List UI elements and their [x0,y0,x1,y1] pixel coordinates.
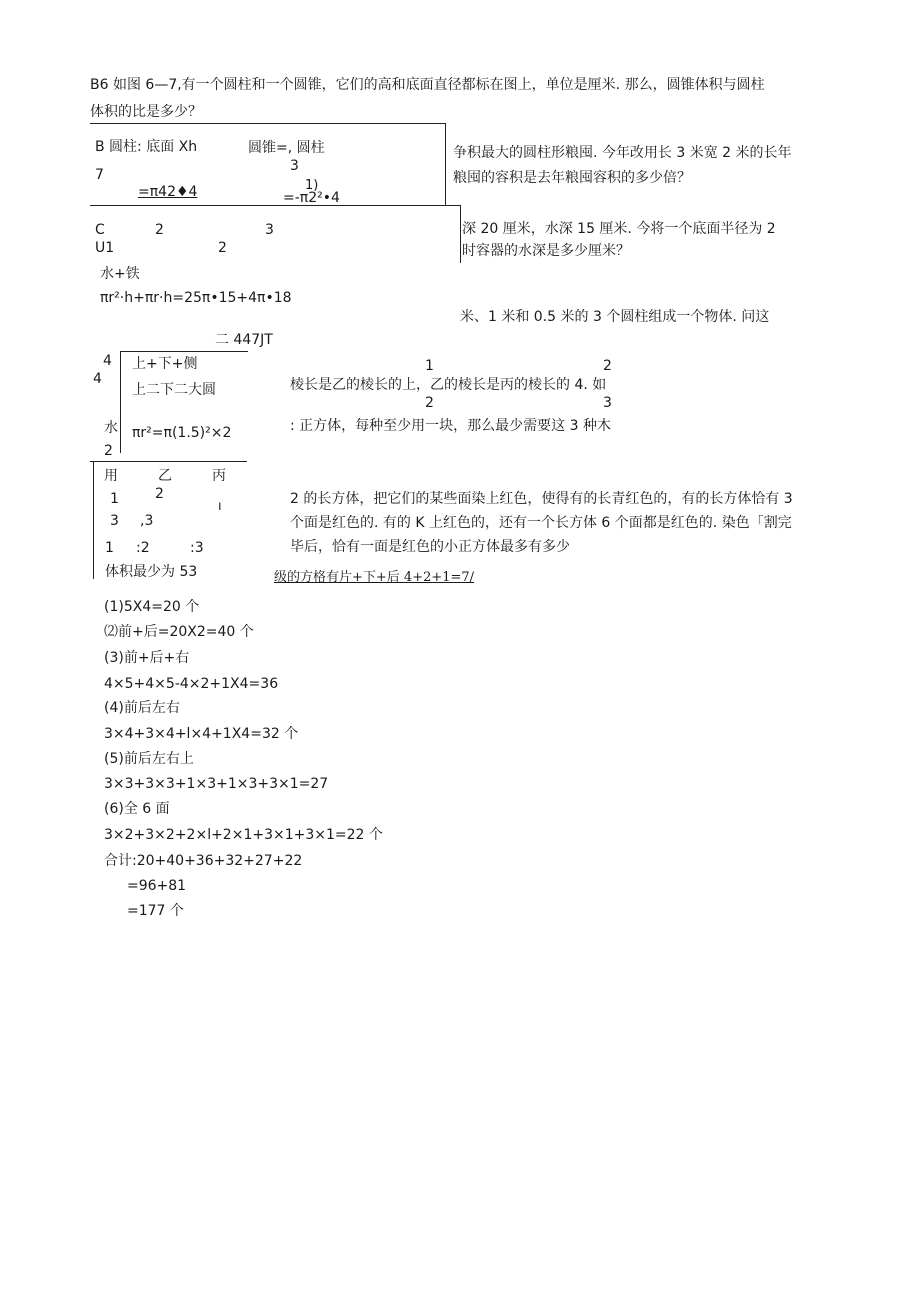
ratio-1: 1 [105,540,114,556]
cuboid-text-2: 个面是红色的. 有的 K 上红色的，还有一个长方体 6 个面都是红色的. 染色「割完 [290,515,792,531]
circle-area-formula: πr²=π(1.5)²×2 [132,425,232,441]
box3-left-border [120,351,121,453]
box4-left-border [93,461,94,579]
box3-water: 水 [104,420,118,436]
box1-seven: 7 [95,167,104,183]
right-text-3: 深 20 厘米，水深 15 厘米. 今将一个底面半径为 2 [462,221,776,237]
box2-two-a: 2 [155,222,164,238]
fraction-1-denominator: 2 [425,395,434,411]
box4-bing: 丙 [212,468,226,484]
right-text-5: 米、1 米和 0.5 米的 3 个圆柱组成一个物体. 问这 [460,309,770,325]
solution-subtotal: =96+81 [127,878,187,894]
box1-right-border [445,123,446,205]
solution-line: (4)前后左右 [104,700,180,716]
box2-c-label: C [95,222,105,238]
right-text-4: 时容器的水深是多少厘米？ [462,243,630,259]
box3-two: 2 [104,443,113,459]
box1-fraction-mark: 1) [305,178,319,193]
box4-one: 1 [110,491,119,507]
ratio-2: :2 [136,540,150,556]
solution-line: (1)5X4=20 个 [104,599,200,615]
fraction-1-numerator: 1 [425,358,434,374]
middle-text-1: 棱长是乙的棱长的上，乙的棱长是丙的棱长的 4. 如 [290,377,607,393]
box4-yi: 乙 [158,468,172,484]
solution-line: 3×2+3×2+2×l+2×1+3×1+3×1=22 个 [104,827,383,843]
question-line-1: B6 如图 6—7,有一个圆柱和一个圆锥，它们的高和底面直径都标在图上，单位是厘米. 那么，圆锥体积与圆柱 [90,77,765,93]
big-circle-label: 上二下二大圆 [132,382,216,398]
box1-bottom-border [90,205,460,206]
right-text-2: 粮囤的容积是去年粮囤容积的多少倍？ [453,170,691,186]
box1-cylinder-formula: B 圆柱: 底面 Xh [95,139,198,155]
minimum-volume: 体积最少为 53 [105,564,198,580]
box1-top-border [90,123,445,124]
solution-line: ⑵前+后=20X2=40 个 [104,624,254,640]
box2-right-border [460,205,461,263]
box3-four-b: 4 [93,371,102,387]
solution-total: 合计:20+40+36+32+27+22 [104,853,303,869]
box4-yong: 用 [104,468,118,484]
box1-cone-volume: =-π2²•4 [283,190,340,206]
surface-sum-label: 上+下+侧 [132,356,198,372]
cuboid-text-3: 毕后，恰有一面是红色的小正方体最多有多少 [290,539,570,555]
solution-final: =177 个 [127,903,184,919]
middle-text-2: : 正方体，每种至少用一块，那么最少需要这 3 种木 [290,418,611,434]
solution-line: 4×5+4×5-4×2+1X4=36 [104,676,279,692]
cuboid-text-1: 2 的长方体，把它们的某些面染上红色，使得有的长青红色的，有的长方体恰有 3 [290,491,793,507]
box4-three: 3 [110,513,119,529]
box1-cylinder-volume: =π42♦4 [138,184,198,200]
water-iron-formula: πr²·h+πr·h=25π•15+4π•18 [100,290,292,306]
box2-two-b: 2 [218,240,227,256]
box2-u1: U1 [95,240,115,256]
box1-cone-formula: 圆锥=, 圆柱 [248,140,325,156]
box1-three: 3 [290,158,299,174]
solution-line: (3)前+后+右 [104,650,190,666]
box3-top-border [120,351,248,352]
fraction-2-numerator: 2 [603,358,612,374]
box4-two: 2 [155,486,164,502]
solution-line: 3×3+3×3+1×3+1×3+3×1=27 [104,776,329,792]
solution-line: (5)前后左右上 [104,751,194,767]
box3-bottom-border [90,461,247,462]
right-text-1: 争积最大的圆柱形粮囤. 今年改用长 3 米宽 2 米的长年 [453,145,792,161]
box2-result: 二 447JT [215,332,273,348]
box2-three: 3 [265,222,274,238]
box4-mark: ı [218,499,222,514]
solution-line: (6)全 6 面 [104,801,170,817]
solution-line: 3×4+3×4+l×4+1X4=32 个 [104,726,299,742]
cuboid-text-4: 级的方格有片+下+后 4+2+1=7/ [274,570,475,585]
question-line-2: 体积的比是多少？ [90,104,202,120]
box3-four-a: 4 [103,353,112,369]
fraction-2-denominator: 3 [603,395,612,411]
water-iron-label: 水+铁 [100,266,140,282]
ratio-3: :3 [190,540,204,556]
box4-comma-three: ,3 [140,513,154,529]
